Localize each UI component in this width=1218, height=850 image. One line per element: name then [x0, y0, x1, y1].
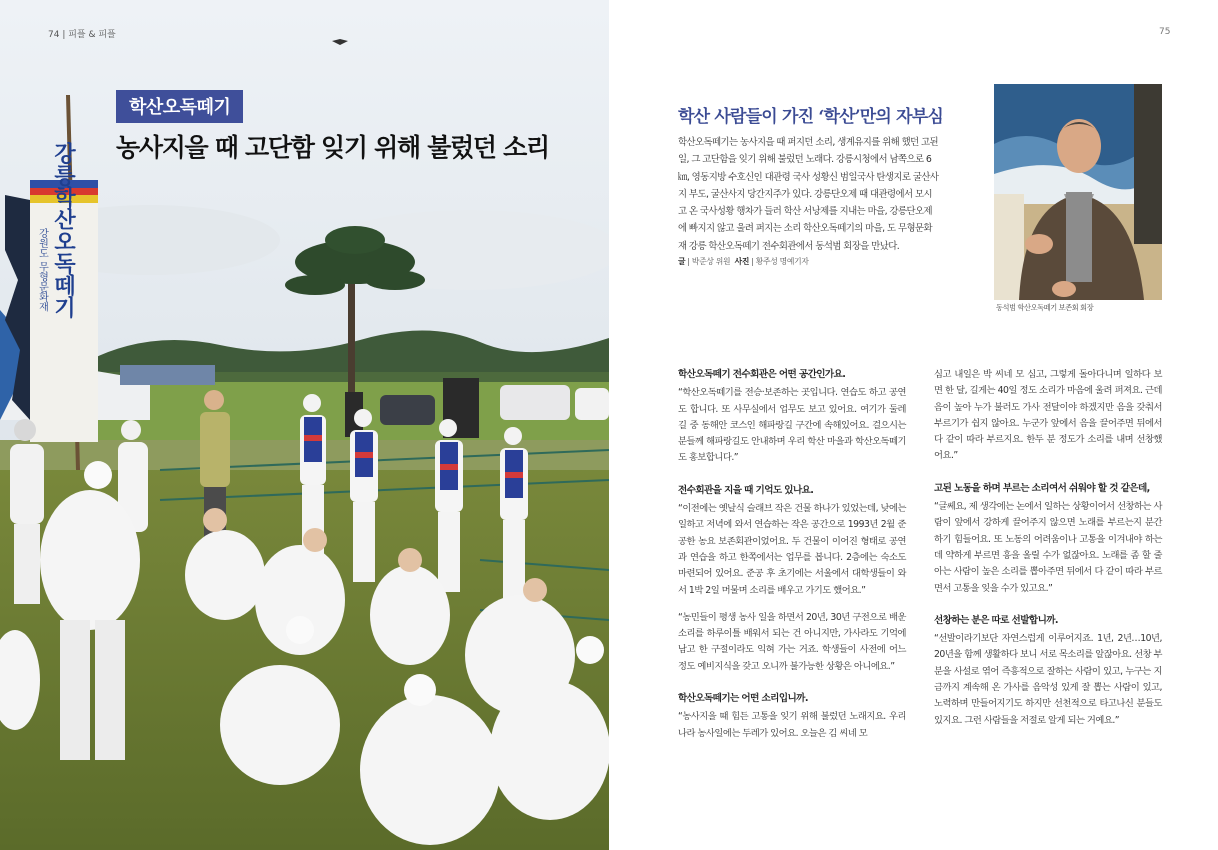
page-number-left: 74 | 피플 & 피플: [48, 30, 116, 40]
feature-headline: 농사지을 때 고단함 잊기 위해 불렀던 소리: [116, 133, 549, 162]
interviewee-portrait: [994, 84, 1162, 300]
answer: 심고 내일은 박 씨네 모 심고, 그렇게 돌아다니며 일하다 보면 한 달, 길게는 40일 정도 소리가 마음에 울려 퍼져요. 근데 음이 높아 누가 불러도 가사 전달이야 하겠지만 음을 갖춰서 부르기가 쉽지 않아요. 누군가 앞에서 음을 끌어주면 뒤에서 다 같이 따라 부르지요. 한두 분 정도가 소리를 내며 선창했어요.”: [934, 369, 1162, 462]
question: 고된 노동을 하며 부르는 소리여서 쉬워야 할 것 같은데,: [934, 482, 1150, 494]
answer: “농사지을 때 힘든 고통을 잊기 위해 불렀던 노래지요. 우리나라 농사일에는 두레가 있어요. 오늘은 김 씨네 모: [678, 711, 906, 739]
byline: 글 | 박준상 위원 사진 | 황주성 명예기자: [678, 257, 809, 266]
banner-text: 강릉학산오독떼기: [50, 142, 76, 318]
article-intro: 학산오독떼기는 농사지을 때 퍼지던 소리, 생계유지를 위해 했던 고된 일, 그 고단함을 잊기 위해 불렀던 노래다. 강릉시청에서 남쪽으로 6㎞, 영동지방 수호신인 대관령 국사 성황신 범일국사 탄생지로 굴산사지 부도, 굴산사지 당간지주가 있다. 강릉단오제 때 대관령에서 모시고 온 국사성황 행차가 들러 학산 서낭제를 지내는 마을, 강릉단오제에 빠지지 않고 울려 퍼지는 소리 학산오독떼기의 마을, 도 무형문화재 강릉 학산오독떼기 전수회관에서 동석범 회장을 만났다.: [678, 137, 939, 252]
question: 전수회관을 지을 때 기억도 있나요.: [678, 484, 814, 496]
byline-photo-label: 사진: [734, 257, 750, 266]
answer: “이전에는 옛날식 슬래브 작은 건물 하나가 있었는데, 낮에는 일하고 저녁에 와서 연습하는 작은 공간으로 1993년 2월 준공한 농요 보존회관이었어요. 두 건물이 이어진 형태로 공연과 연습을 하고 한쪽에서는 업무를 봅니다. 2층에는 숙소도 마련되어 있어요. 준공 후 초기에는 서울에서 대학생들이 와서 1박 2일 머물며 소리를 배우고 가기도 했어요.”: [678, 503, 906, 596]
byline-writer-label: 글: [678, 257, 686, 266]
interview-column-1: [678, 367, 906, 753]
page-number-right: 75: [1159, 27, 1171, 37]
answer: “글쎄요, 제 생각에는 논에서 일하는 상황이어서 선창하는 사람이 앞에서 강하게 끌어주지 않으면 노래를 부르는지 분간하기 힘들어요. 또 노동의 어려움이나 고통을 이겨내야 하는데 약하게 부르면 흥을 올릴 수가 없잖아요. 노래를 좀 할 줄 아는 사람이 높은 소리를 뽑아주면 뒤에서 다 같이 따라 부르면서 고통을 잊을 수가 있고요.”: [934, 501, 1162, 594]
answer: “선발이라기보단 자연스럽게 이루어지죠. 1년, 2년…10년, 20년을 함께 생활하다 보니 서로 목소리를 알잖아요. 선창 부분을 사설로 엮어 즉흥적으로 잘하는 사람이 있고, 누구는 지금까지 계속해 온 가사를 음악성 있게 잘 뽑는 사람이 있고, 노력하며 만들어지기도 하지만 선천적으로 타고나신 분들도 있지요. 그런 사람들을 저절로 알게 되는 거예요.”: [934, 633, 1162, 726]
answer: “농민들이 평생 농사 일을 하면서 20년, 30년 구전으로 배운 소리를 하루이틀 배워서 되는 건 아니지만, 가사라도 기억에 남고 한 구절이라도 익혀 가는 거죠. 학생들이 사전에 어느 정도 예비지식을 갖고 오니까 불가능한 상황은 아니에요.”: [678, 611, 906, 672]
answer: “학산오독떼기를 전승·보존하는 곳입니다. 연습도 하고 공연도 합니다. 또 사무실에서 업무도 보고 있어요. 여기가 둘레길 중 동해안 코스인 해파랑길 구간에 속해있어요. 걸으시는 분들께 해파랑길도 안내하며 우리 학산 마을과 학산오독떼기도 홍보합니다.”: [678, 387, 906, 464]
banner-subtext: 강원도 무형문화재: [36, 228, 48, 312]
section-tag: 학산오독떼기: [116, 90, 243, 123]
question: 선창하는 분은 따로 선발합니까.: [934, 614, 1058, 626]
byline-writer: 박준상 위원: [691, 257, 731, 266]
article-title: 학산 사람들이 가진 ‘학산’만의 자부심: [678, 107, 944, 127]
question: 학산오독떼기는 어떤 소리입니까.: [678, 693, 808, 705]
byline-photographer: 황주성 명예기자: [755, 257, 809, 266]
question: 학산오독떼기 전수회관은 어떤 공간인가요.: [678, 369, 846, 380]
portrait-caption: 동석범 학산오독떼기 보존회 회장: [996, 303, 1094, 312]
interview-column-2: [934, 367, 1162, 740]
